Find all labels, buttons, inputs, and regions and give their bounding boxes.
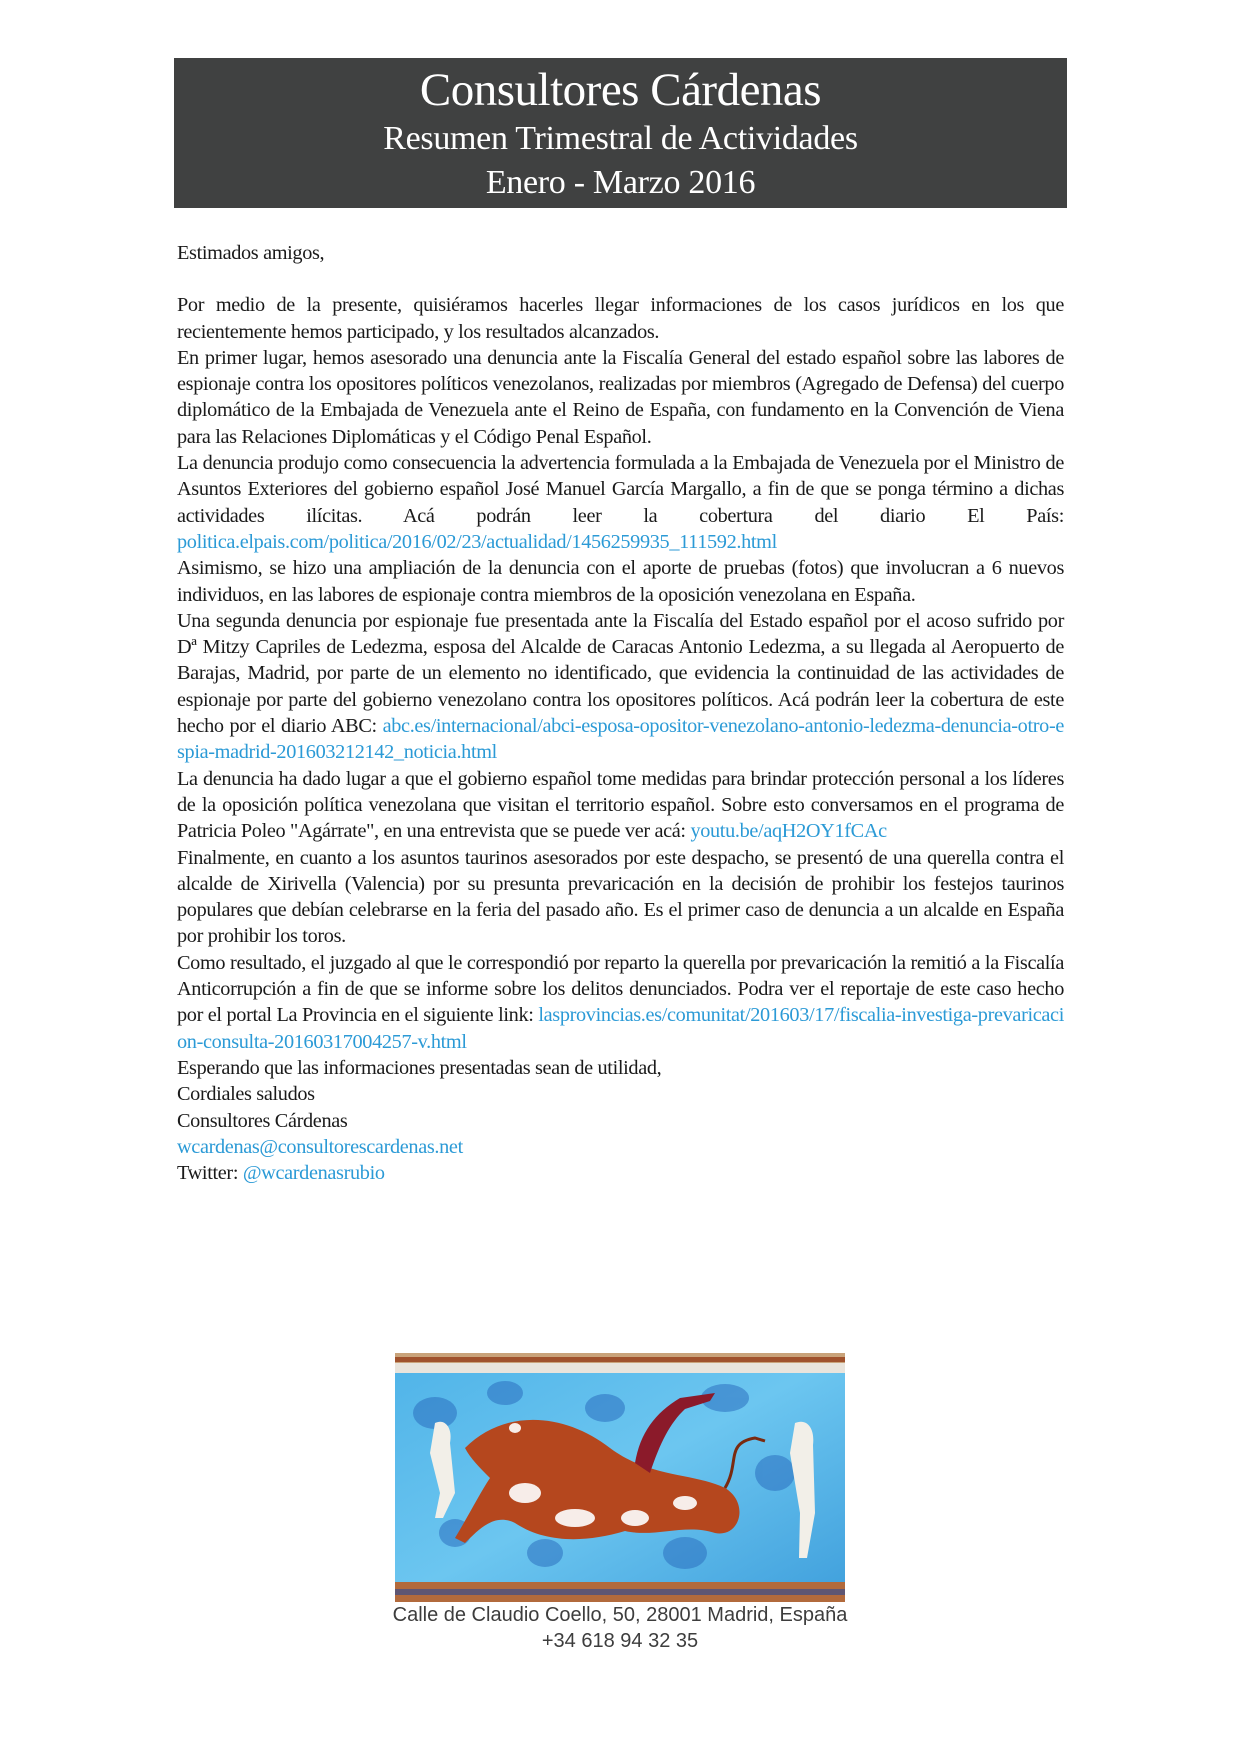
- paragraph-text: La denuncia produjo como consecuencia la advertencia formulada a la Embajada de Venezuela por el Ministro de Asuntos Exteriores del gobierno español José Manuel García Margallo, a fin de que se ponga término a dichas actividades ilícitas. Acá podrán leer la cobertura del diario El País:: [177, 452, 1064, 527]
- document-header: [174, 58, 1067, 208]
- top-border-stripe: [395, 1357, 845, 1362]
- company-title: Consultores Cárdenas: [419, 64, 822, 116]
- closing-line: Esperando que las informaciones presentadas sean de utilidad,: [177, 1056, 662, 1079]
- paragraph-text: Como resultado, el juzgado al que le correspondió por reparto la querella por prevaricación la remitió a la Fiscalía Anticorrupción a fin de que se informe sobre los delitos denunciados. Podra ver el reportaje de este caso hecho por el portal La Provincia en el siguiente link:: [177, 951, 1064, 1027]
- paragraph-text: Asimismo, se hizo una ampliación de la denuncia con el aporte de pruebas (fotos) que involucran a 6 nuevos individuos, en las labores de espionaje contra miembros de la oposición venezolana en España.: [177, 557, 1064, 606]
- greeting: Estimados amigos,: [177, 242, 325, 264]
- paragraph-spacer: [177, 266, 1064, 292]
- paragraph-text: Por medio de la presente, quisiéramos hacerles llegar informaciones de los casos jurídicos en los que recientemente hemos participado, y los resultados alcanzados.: [177, 294, 1064, 343]
- paragraph-extension: [177, 555, 1064, 608]
- link-youtube[interactable]: youtu.be/aqH2OY1fCAc: [690, 820, 887, 843]
- twitter-line: [177, 1160, 1064, 1186]
- paragraph-first-complaint: [177, 345, 1064, 450]
- report-subtitle: Resumen Trimestral de Actividades: [383, 120, 858, 157]
- footer-phone: +34 618 94 32 35: [541, 1630, 699, 1652]
- link-lasprovincias[interactable]: lasprovincias.es/comunitat/201603/17/fiscalia-investiga-prevaricacion-consulta-20160317004257-v.html: [177, 1004, 1064, 1053]
- link-abc[interactable]: abc.es/internacional/abci-esposa-opositor-venezolano-antonio-ledezma-denuncia-otro-espia-madrid-201603212142_noticia.html: [177, 715, 1064, 764]
- twitter-label: Twitter:: [177, 1162, 243, 1185]
- paragraph-warning: [177, 450, 1064, 555]
- paragraph-intro: [177, 292, 1064, 345]
- bull-leaping-fresco-image: [395, 1353, 845, 1602]
- link-elpais[interactable]: politica.elpais.com/politica/2016/02/23/actualidad/1456259935_111592.html: [177, 530, 777, 553]
- report-period: Enero - Marzo 2016: [485, 164, 756, 201]
- signature-line: Consultores Cárdenas: [177, 1109, 348, 1132]
- paragraph-second-complaint: [177, 608, 1064, 766]
- paragraph-bullfighting: [177, 845, 1064, 950]
- paragraph-result: [177, 950, 1064, 1055]
- email-link[interactable]: wcardenas@consultorescardenas.net: [177, 1135, 463, 1158]
- paragraph-text: En primer lugar, hemos asesorado una denuncia ante la Fiscalía General del estado español sobre las labores de espionaje contra los opositores políticos venezolanos, realizadas por miembros (Agregado de Defensa) del cuerpo diplomático de la Embajada de Venezuela ante el Reino de España, con fundamento en la Convención de Viena para las Relaciones Diplomáticas y el Código Penal Español.: [177, 346, 1064, 448]
- twitter-link[interactable]: @wcardenasrubio: [242, 1162, 385, 1185]
- paragraph-text: Finalmente, en cuanto a los asuntos taurinos asesorados por este despacho, se presentó de una querella contra el alcalde de Xirivella (Valencia) por su presunta prevaricación en la decisión de prohibir los festejos taurinos populares que debían celebrarse en la feria del pasado año. Es el primer caso de denuncia a un alcalde en España por prohibir los toros.: [177, 846, 1064, 948]
- paragraph-text: La denuncia ha dado lugar a que el gobierno español tome medidas para brindar protección personal a los líderes de la oposición política venezolana que visitan el territorio español. Sobre esto conversamos en el programa de Patricia Poleo "Agárrate", en una entrevista que se puede ver acá:: [177, 767, 1064, 843]
- bottom-border-stripe: [395, 1589, 845, 1595]
- regards-line: Cordiales saludos: [177, 1083, 315, 1106]
- footer-address: Calle de Claudio Coello, 50, 28001 Madrid, España: [392, 1604, 848, 1626]
- paragraph-protection: [177, 766, 1064, 845]
- top-border-light: [395, 1363, 845, 1373]
- letter-body: [177, 240, 1064, 1186]
- fresco-illustration: [395, 1353, 845, 1602]
- paragraph-text: Una segunda denuncia por espionaje fue presentada ante la Fiscalía del Estado español por el acoso sufrido por Dª Mitzy Capriles de Ledezma, esposa del Alcalde de Caracas Antonio Ledezma, a su llegada al Aeropuerto de Barajas, Madrid, por parte de un elemento no identificado, que evidencia la continuidad de las actividades de espionaje por parte del gobierno venezolano contra los opositores políticos. Acá podrán leer la cobertura de este hecho por el diario ABC:: [177, 609, 1064, 738]
